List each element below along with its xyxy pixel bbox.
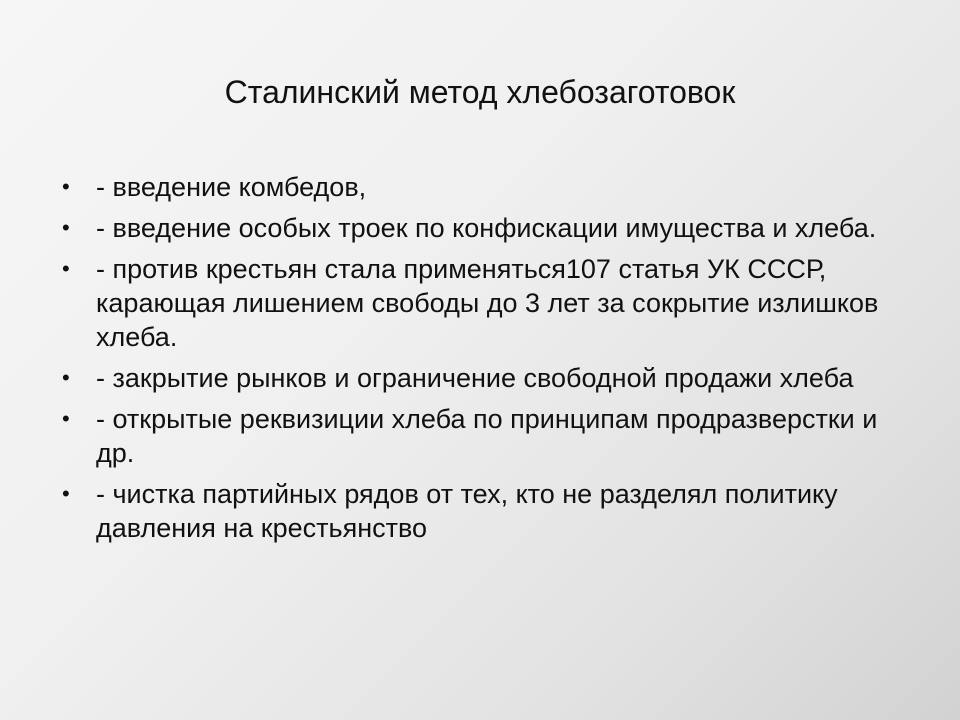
list-item-text: - против крестьян стала применяться107 статья УК СССР, карающая лишением свободы до 3 лет за сокрытие излишков хлеба. [96,254,879,352]
slide-title: Сталинский метод хлебозаготовок [224,74,736,110]
list-item [60,361,920,395]
list-item [60,170,920,204]
bullet-icon: • [62,406,70,431]
bullet-icon: • [62,365,70,390]
list-item-text: - закрытие рынков и ограничение свободной продажи хлеба [96,363,854,393]
bullet-icon: • [62,481,70,506]
list-item-text: - введение особых троек по конфискации имущества и хлеба. [96,213,877,243]
list-item-text: - открытые реквизиции хлеба по принципам продразверстки и др. [96,404,878,468]
bullet-list [60,170,920,552]
bullet-icon: • [62,256,70,281]
bullet-icon: • [62,215,70,240]
list-item-text: - введение комбедов, [96,172,367,202]
list-item [60,477,920,545]
list-item [60,402,920,470]
list-item [60,211,920,245]
bullet-icon: • [62,174,70,199]
list-item [60,252,920,354]
list-item-text: - чистка партийных рядов от тех, кто не разделял политику давления на крестьянство [96,479,838,543]
